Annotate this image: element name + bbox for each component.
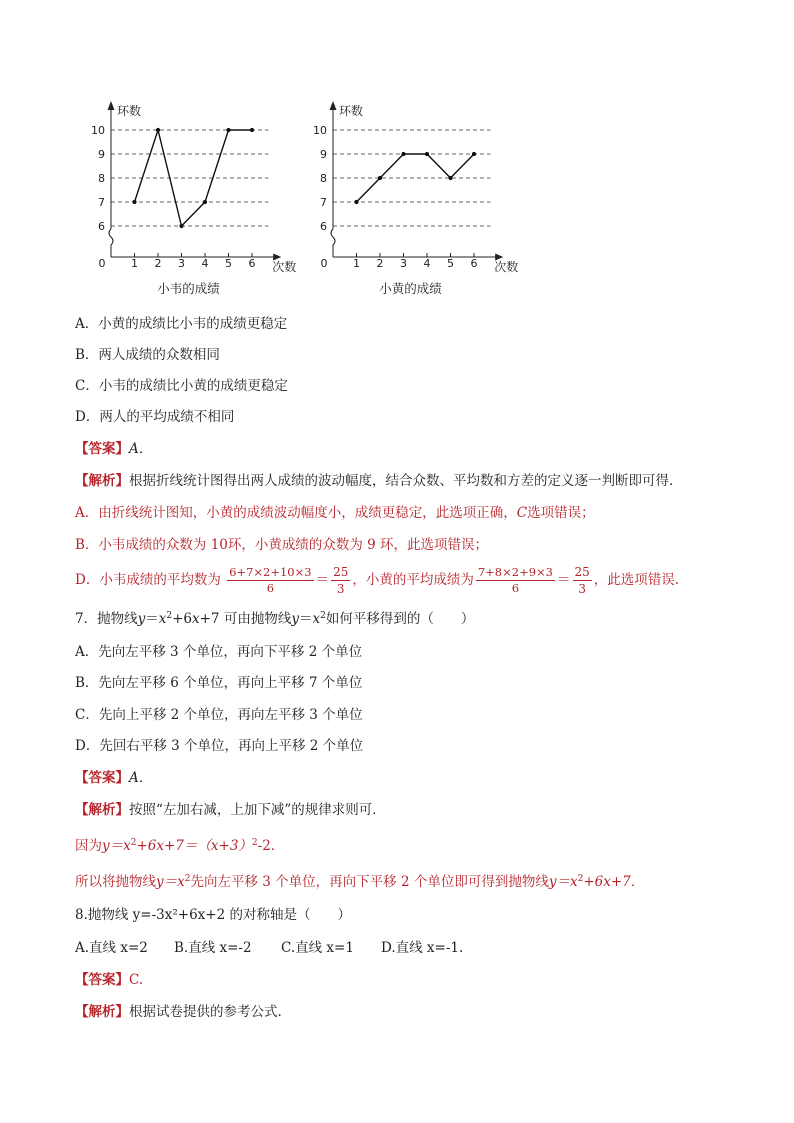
q7-option-d: D．先回右平移 3 个单位，再向上平移 2 个单位	[75, 738, 364, 754]
answer-tag: 【答案】	[75, 441, 129, 457]
so-text: 先向左平移 3 个单位，再向下平移 2 个单位即可得到抛物线	[190, 874, 549, 890]
because-text: 因为	[75, 838, 102, 854]
equals: ＝	[145, 611, 159, 627]
line-a-c: C	[516, 505, 528, 521]
q8-analysis	[75, 1006, 282, 1020]
q7-option-c: C．先向上平移 2 个单位，再向左平移 3 个单位	[75, 707, 363, 723]
analysis-tag: 【解析】	[75, 802, 129, 818]
chart-xiaowei	[85, 98, 305, 298]
chart-caption: 小韦的成绩	[157, 281, 220, 296]
formula: -2．	[257, 838, 285, 854]
answer-value: A．	[129, 770, 153, 786]
x-tick-label: 5	[447, 257, 454, 270]
stem-text: +6	[172, 611, 192, 627]
analysis-text: 根据折线统计图得出两人成绩的波动幅度，结合众数、平均数和方差的定义逐一判断即可得．	[129, 473, 683, 489]
q6-option-a: A．小黄的成绩比小韦的成绩更稳定	[75, 316, 288, 332]
formula: y＝x	[548, 874, 578, 890]
line-d-text: D．小韦成绩的平均数为	[75, 571, 221, 588]
data-point	[250, 128, 254, 132]
data-point	[226, 128, 230, 132]
q8-option-c: C.直线 x=1	[281, 940, 354, 956]
exponent: 2	[577, 874, 584, 884]
exponent: 2	[320, 611, 326, 621]
y-axis-arrow	[108, 101, 115, 110]
answer-tag: 【答案】	[75, 770, 129, 786]
data-point	[378, 176, 382, 180]
data-point	[354, 200, 358, 204]
q8-answer	[75, 974, 143, 988]
stem-text: 7．抛物线	[75, 611, 138, 627]
line-a-text-2: 选项错误；	[527, 505, 595, 521]
data-point	[132, 200, 136, 204]
x-tick-label: 3	[400, 257, 407, 270]
y-axis-label: 环数	[339, 104, 364, 118]
y-tick-label: 6	[98, 220, 105, 233]
formula: +6x+7．	[583, 874, 645, 890]
y-tick-label: 6	[320, 220, 327, 233]
fraction-d	[573, 566, 592, 595]
q6-option-c: C．小韦的成绩比小黄的成绩更稳定	[75, 378, 288, 394]
equals: ＝	[557, 571, 571, 588]
fraction-a	[227, 564, 313, 595]
y-tick-label: 10	[91, 124, 105, 137]
formula: y＝x	[102, 838, 131, 854]
fraction-c	[476, 564, 555, 595]
q8-option-b: B.直线 x=-2	[174, 940, 252, 956]
data-point	[401, 152, 405, 156]
x-tick-label: 4	[201, 257, 209, 270]
var-x: x	[158, 611, 167, 627]
y-tick-label: 9	[320, 148, 327, 161]
var-x: x	[192, 611, 200, 627]
x-tick-label: 1	[353, 257, 360, 270]
q7-stem	[75, 613, 474, 627]
q8-option-d: D.直线 x=-1.	[381, 940, 464, 956]
q7-because	[75, 840, 284, 854]
exponent: 2	[166, 611, 173, 621]
x-tick-label: 1	[131, 257, 138, 270]
fraction-denominator: 6	[511, 581, 520, 595]
chart-caption: 小黄的成绩	[379, 281, 442, 296]
answer-tag: 【答案】	[75, 972, 129, 988]
line-d-text-2: ，小黄的平均成绩为	[352, 571, 474, 588]
q6-line-b: B．小韦成绩的众数为 10环，小黄成绩的众数为 9 环，此选项错误；	[75, 537, 489, 553]
var-y: y	[137, 611, 146, 627]
y-tick-label: 8	[320, 172, 327, 185]
line-a-text: A．由折线统计图知，小黄的成绩波动幅度小，成绩更稳定，此选项正确，	[75, 505, 517, 521]
equals: ＝	[298, 611, 313, 627]
data-point	[448, 176, 452, 180]
fraction-denominator: 3	[336, 582, 345, 596]
data-point	[425, 152, 429, 156]
x-axis-label: 次数	[272, 260, 297, 274]
q6-answer	[75, 443, 152, 457]
exponent: 2	[184, 874, 191, 884]
axis-break	[109, 229, 113, 257]
q6-option-b: B．两人成绩的众数相同	[75, 347, 220, 363]
data-point	[179, 224, 183, 228]
formula: +6x+7＝（x+3）	[136, 838, 252, 854]
data-point	[472, 152, 476, 156]
series-line	[357, 154, 475, 202]
x-tick-label: 6	[248, 257, 256, 270]
q6-line-a	[75, 507, 595, 521]
x-tick-label: 2	[376, 257, 384, 270]
q6-analysis	[75, 475, 683, 489]
y-axis-arrow	[330, 101, 337, 110]
y-tick-label: 9	[98, 148, 105, 161]
y-tick-label: 8	[98, 172, 105, 185]
y-tick-label: 7	[320, 196, 327, 209]
fraction-numerator: 25	[574, 565, 590, 579]
x-axis-label: 次数	[494, 260, 519, 274]
y-axis-label: 环数	[117, 104, 142, 118]
x-tick-label: 6	[470, 257, 478, 270]
data-point	[156, 128, 160, 132]
chart-xiaohuang	[307, 98, 527, 298]
analysis-tag: 【解析】	[75, 473, 129, 489]
q7-option-a: A．先向左平移 3 个单位，再向下平移 2 个单位	[75, 644, 363, 660]
axis-break	[331, 229, 335, 257]
line-d-text-3: ，此选项错误.	[593, 571, 680, 588]
fraction-denominator: 6	[266, 581, 275, 595]
x-tick-label: 0	[98, 257, 106, 270]
var-y: y	[291, 611, 299, 627]
formula: y＝x	[156, 874, 185, 890]
exponent: 2	[251, 838, 258, 848]
x-tick-label: 5	[225, 257, 232, 270]
so-text: 所以将抛物线	[75, 874, 156, 890]
stem-text: 如何平移得到的（ ）	[325, 611, 475, 627]
q7-analysis	[75, 804, 386, 818]
x-tick-label: 2	[154, 257, 162, 270]
exponent: 2	[130, 838, 137, 848]
analysis-text: 按照“左加右减，上加下减”的规律求则可．	[129, 802, 386, 818]
answer-value: C.	[129, 972, 144, 988]
q7-answer	[75, 772, 152, 786]
series-line	[135, 130, 253, 226]
data-point	[203, 200, 207, 204]
analysis-tag: 【解析】	[75, 1004, 129, 1020]
equals: ＝	[315, 571, 330, 588]
q7-conclusion	[75, 876, 644, 890]
stem-text: +7 可由抛物线	[199, 611, 292, 627]
fraction-numerator: 25	[333, 565, 349, 579]
fraction-b	[331, 566, 350, 595]
analysis-text: 根据试卷提供的参考公式.	[129, 1004, 282, 1020]
q8-option-a: A.直线 x=2	[75, 940, 148, 956]
q8-stem: 8.抛物线 y=-3x²+6x+2 的对称轴是（ ）	[75, 907, 351, 923]
y-tick-label: 7	[98, 196, 105, 209]
y-tick-label: 10	[313, 124, 327, 137]
var-x: x	[312, 611, 321, 627]
q6-line-d	[75, 566, 679, 595]
fraction-numerator: 6+7×2+10×3	[227, 567, 313, 582]
fraction-denominator: 3	[578, 582, 586, 596]
x-tick-label: 3	[178, 257, 185, 270]
x-tick-label: 0	[320, 257, 328, 270]
fraction-numerator: 7+8×2+9×3	[476, 567, 555, 582]
q7-option-b: B．先向左平移 6 个单位，再向上平移 7 个单位	[75, 675, 363, 691]
answer-value: A．	[129, 441, 153, 457]
x-tick-label: 4	[423, 257, 431, 270]
q6-option-d: D．两人的平均成绩不相同	[75, 409, 235, 425]
